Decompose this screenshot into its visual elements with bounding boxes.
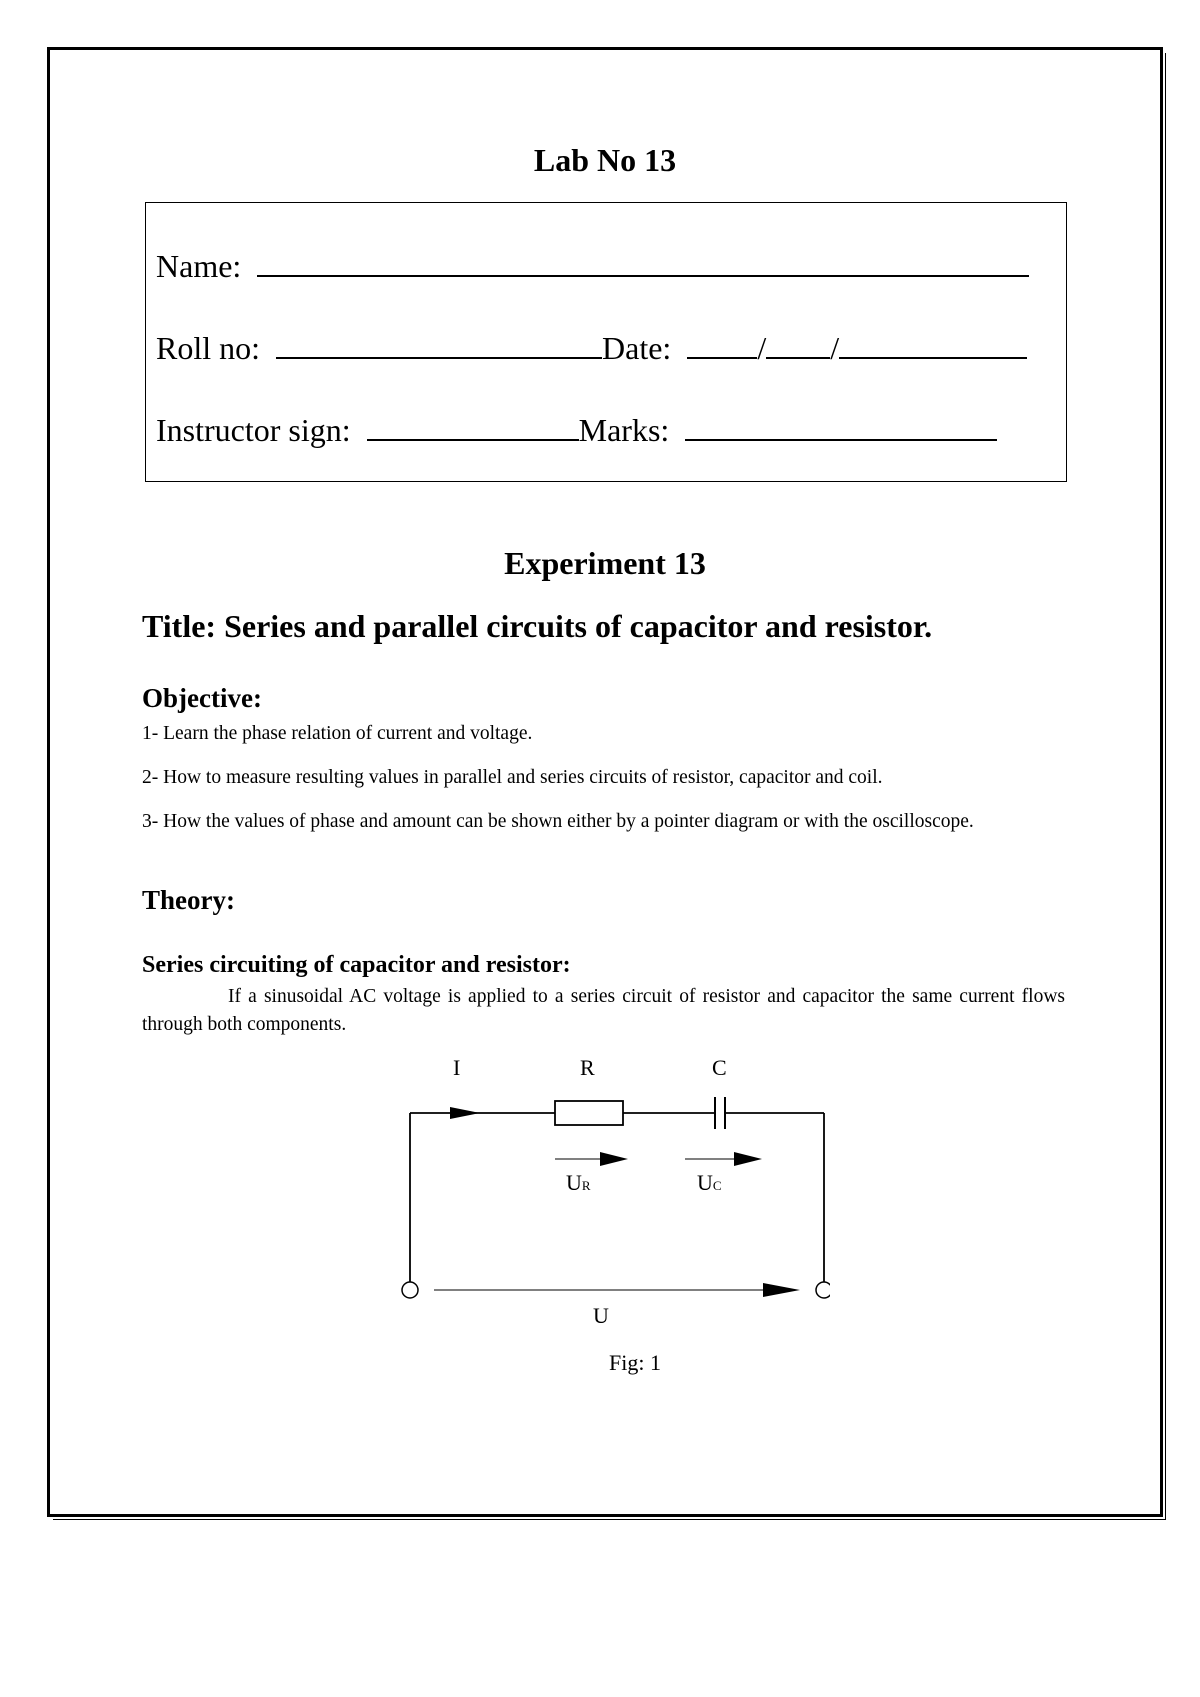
instructor-sign-field[interactable] [367,409,579,441]
marks-label: Marks: [578,412,670,448]
ur-arrow-head [600,1152,628,1166]
name-label: Name: [156,248,242,284]
lab-title: Lab No 13 [533,142,677,178]
series-rc-circuit-diagram [380,1045,830,1345]
uc-label: UC [697,1170,722,1195]
marks-field[interactable] [685,409,997,441]
instructor-sign-label: Instructor sign: [156,412,351,448]
objective-item-2: 2- How to measure resulting values in parallel and series circuits of resistor, capacitor and coil. [142,767,883,788]
experiment-title: Title: Series and parallel circuits of capacitor and resistor. [142,608,933,644]
right-terminal [816,1282,830,1298]
instructor-marks-row [156,409,997,449]
left-terminal [402,1282,418,1298]
source-voltage-label: U [593,1303,609,1328]
ur-label: UR [566,1170,591,1195]
current-arrow [450,1107,480,1119]
date-day-field[interactable] [687,327,757,359]
u-arrow-head [763,1283,800,1297]
series-paragraph: If a sinusoidal AC voltage is applied to a series circuit of resistor and capacitor the same current flows through both components. [142,986,1065,1035]
roll-label: Roll no: [156,330,261,366]
student-info-box [145,202,1067,482]
series-subheading: Series circuiting of capacitor and resistor: [142,952,571,978]
roll-date-row [156,327,1027,367]
capacitor-label: C [712,1055,727,1080]
uc-arrow-head [734,1152,762,1166]
resistor-symbol [555,1101,623,1125]
date-separator: / [757,330,767,366]
name-field[interactable] [257,245,1029,277]
resistor-label: R [580,1055,595,1080]
date-separator: / [830,330,840,366]
roll-field[interactable] [276,327,602,359]
objective-item-3: 3- How the values of phase and amount can be shown either by a pointer diagram or with the oscilloscope. [142,811,974,832]
current-label: I [453,1055,461,1080]
date-year-field[interactable] [839,327,1027,359]
name-row [156,245,1029,285]
experiment-heading: Experiment 13 [504,545,706,581]
objective-item-1: 1- Learn the phase relation of current and voltage. [142,723,533,744]
figure-caption: Fig: 1 [609,1350,661,1375]
theory-heading: Theory: [142,885,235,915]
objective-heading: Objective: [142,683,262,713]
date-month-field[interactable] [766,327,830,359]
date-label: Date: [602,330,672,366]
